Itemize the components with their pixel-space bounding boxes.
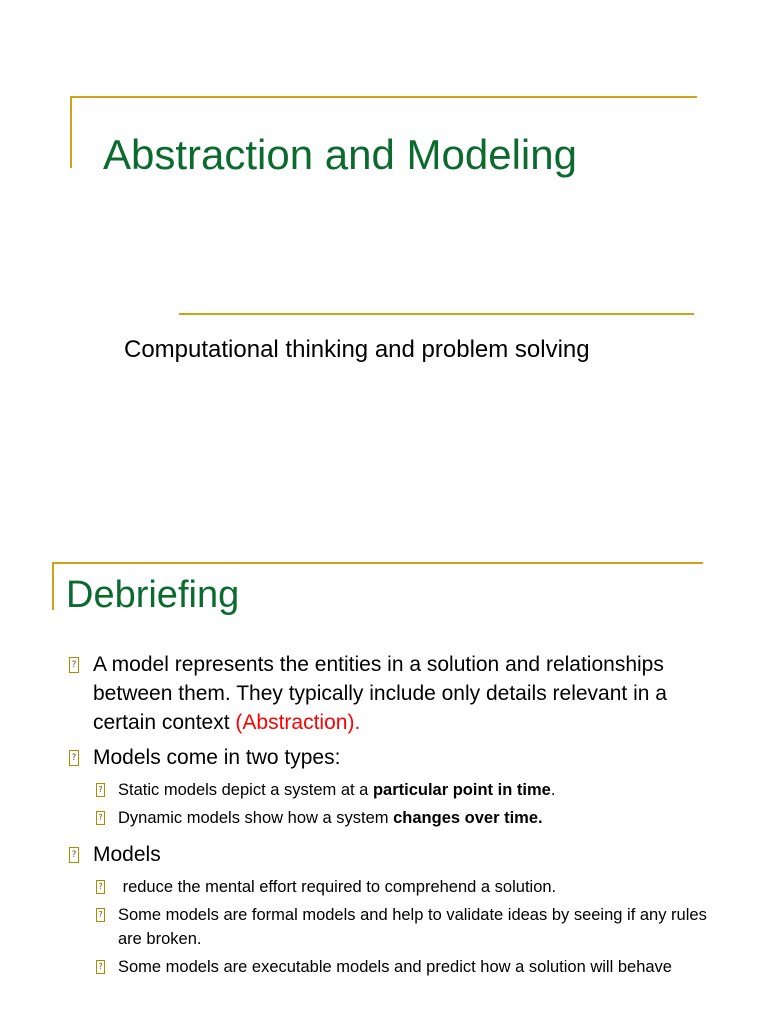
subbullet-text: reduce the mental effort required to comprehend a solution. [118, 878, 557, 896]
slide2-top-rule [52, 562, 703, 564]
subbullet-text: Some models are formal models and help to validate ideas by seeing if any rules are broken. [118, 906, 707, 948]
bullet-model-types [64, 743, 724, 772]
subbullet-static-models [64, 778, 724, 802]
bullet-marker-icon: ? [69, 847, 79, 863]
subbullet-bold: changes over time. [393, 809, 543, 827]
subbullet-marker-icon: ? [96, 783, 105, 797]
slide1-top-rule [70, 96, 697, 98]
bullet-list [64, 650, 724, 983]
slide1-left-rule [70, 96, 72, 168]
slide1-title: Abstraction and Modeling [103, 131, 577, 178]
subbullet-marker-icon: ? [96, 960, 105, 974]
subbullet-bold: particular point in time [372, 781, 551, 799]
subbullet-formal-models [64, 903, 724, 951]
slide2-left-rule [52, 562, 54, 610]
subbullet-text: Some models are executable models and predict how a solution will behave [118, 958, 672, 976]
subbullet-marker-icon: ? [96, 811, 105, 825]
subbullet-dynamic-models [64, 806, 724, 830]
subbullet-text: Dynamic models show how a system [118, 809, 394, 827]
subbullet-executable-models [64, 955, 724, 979]
slide1-middle-rule [179, 313, 694, 315]
slide2-title: Debriefing [66, 574, 240, 616]
bullet-text: Models come in two types: [93, 746, 341, 769]
abstraction-highlight: (Abstraction). [235, 711, 361, 734]
slide1-subtitle: Computational thinking and problem solving [124, 336, 590, 363]
bullet-model-definition [64, 650, 724, 737]
bullet-text: A model represents the entities in a solution and relationships between them. They typically include only details relevant in a certain context [93, 653, 667, 734]
subbullet-mental-effort [64, 875, 724, 899]
bullet-text: Models [93, 843, 161, 866]
subbullet-marker-icon: ? [96, 880, 105, 894]
subbullet-tail: . [550, 781, 556, 799]
subbullet-text: Static models depict a system at a [118, 781, 373, 799]
bullet-marker-icon: ? [69, 750, 79, 766]
subbullet-marker-icon: ? [96, 908, 105, 922]
bullet-marker-icon: ? [69, 657, 79, 673]
bullet-models [64, 840, 724, 869]
